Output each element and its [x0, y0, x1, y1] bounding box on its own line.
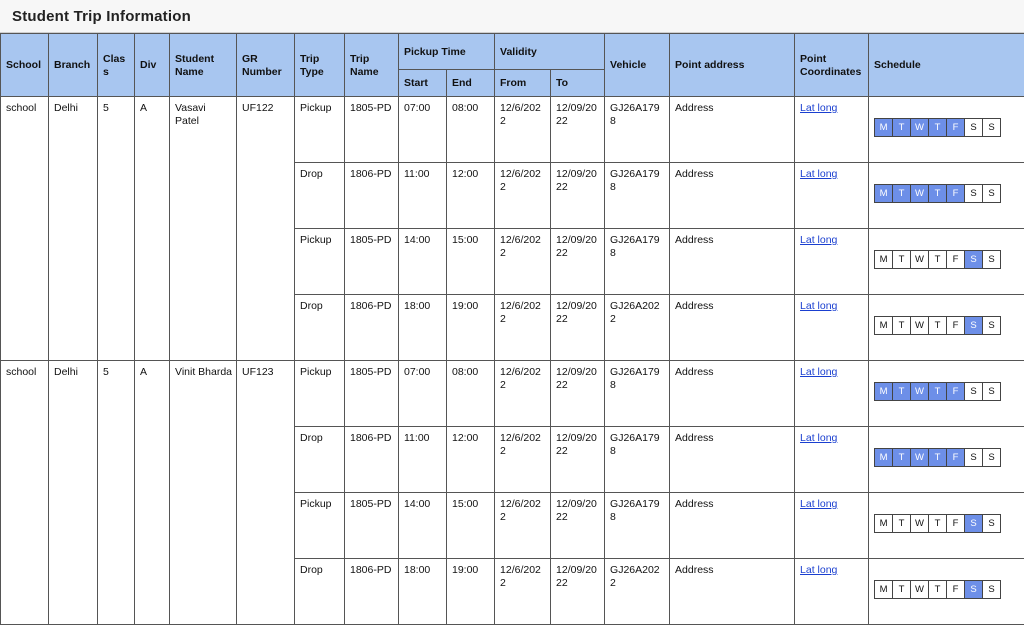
cell-pickup-end: 08:00 [447, 97, 495, 163]
cell-point-coordinates [795, 559, 869, 625]
schedule-day-picker[interactable] [874, 580, 1020, 599]
schedule-day-toggle[interactable]: F [946, 382, 965, 401]
cell-pickup-end: 12:00 [447, 427, 495, 493]
cell-trip-name: 1806-PD [345, 163, 399, 229]
cell-point-address: Address [670, 493, 795, 559]
cell-trip-name: 1805-PD [345, 97, 399, 163]
column-header-class: Class [98, 34, 135, 97]
cell-branch: Delhi [49, 97, 98, 361]
cell-point-coordinates [795, 295, 869, 361]
column-header-trip-type: Trip Type [295, 34, 345, 97]
schedule-day-toggle[interactable]: T [892, 184, 911, 203]
table-row [1, 361, 1024, 427]
schedule-day-toggle[interactable]: S [964, 448, 983, 467]
cell-schedule [869, 229, 1024, 295]
schedule-day-picker[interactable] [874, 448, 1020, 467]
cell-vehicle: GJ26A1798 [605, 361, 670, 427]
cell-div: A [135, 361, 170, 625]
cell-trip-type: Pickup [295, 97, 345, 163]
schedule-day-picker[interactable] [874, 316, 1020, 335]
page-title: Student Trip Information [12, 7, 191, 25]
schedule-day-toggle[interactable]: T [892, 580, 911, 599]
schedule-day-toggle[interactable]: S [964, 316, 983, 335]
schedule-day-toggle[interactable]: M [874, 382, 893, 401]
cell-student-name: Vinit Bharda [170, 361, 237, 625]
cell-point-coordinates [795, 427, 869, 493]
schedule-day-toggle[interactable]: T [928, 316, 947, 335]
schedule-day-toggle[interactable]: T [928, 514, 947, 533]
schedule-day-toggle[interactable]: W [910, 514, 929, 533]
column-header-vehicle: Vehicle [605, 34, 670, 97]
schedule-day-toggle[interactable]: T [928, 382, 947, 401]
cell-pickup-start: 11:00 [399, 427, 447, 493]
cell-trip-name: 1806-PD [345, 427, 399, 493]
cell-school: school [1, 97, 49, 361]
schedule-day-toggle[interactable]: M [874, 118, 893, 137]
cell-schedule [869, 559, 1024, 625]
cell-pickup-end: 12:00 [447, 163, 495, 229]
cell-point-coordinates [795, 97, 869, 163]
schedule-day-toggle[interactable]: M [874, 250, 893, 269]
cell-gr-number: UF122 [237, 97, 295, 361]
cell-point-coordinates [795, 361, 869, 427]
cell-validity-to: 12/09/2022 [551, 493, 605, 559]
column-header-point-coordinates: Point Coordinates [795, 34, 869, 97]
schedule-day-toggle[interactable]: T [928, 118, 947, 137]
lat-long-link[interactable]: Lat long [800, 564, 838, 576]
schedule-day-toggle[interactable]: T [928, 448, 947, 467]
column-header-schedule: Schedule [869, 34, 1024, 97]
column-header-trip-name: Trip Name [345, 34, 399, 97]
schedule-day-toggle[interactable]: T [892, 250, 911, 269]
schedule-day-toggle[interactable]: S [982, 448, 1001, 467]
cell-trip-type: Pickup [295, 493, 345, 559]
schedule-day-toggle[interactable]: T [892, 448, 911, 467]
schedule-day-toggle[interactable]: S [982, 118, 1001, 137]
schedule-day-toggle[interactable]: S [964, 382, 983, 401]
cell-trip-name: 1805-PD [345, 229, 399, 295]
cell-point-coordinates [795, 163, 869, 229]
column-header-student-name: Student Name [170, 34, 237, 97]
cell-point-address: Address [670, 229, 795, 295]
schedule-day-toggle[interactable]: S [982, 250, 1001, 269]
cell-pickup-end: 15:00 [447, 493, 495, 559]
schedule-day-toggle[interactable]: T [892, 316, 911, 335]
column-header-branch: Branch [49, 34, 98, 97]
schedule-day-toggle[interactable]: M [874, 316, 893, 335]
column-header-pickup-time: Pickup Time [399, 34, 495, 70]
lat-long-link[interactable]: Lat long [800, 102, 838, 114]
cell-trip-type: Drop [295, 295, 345, 361]
cell-schedule [869, 163, 1024, 229]
lat-long-link[interactable]: Lat long [800, 168, 838, 180]
cell-trip-name: 1805-PD [345, 361, 399, 427]
cell-gr-number: UF123 [237, 361, 295, 625]
schedule-day-toggle[interactable]: W [910, 316, 929, 335]
schedule-day-toggle[interactable]: S [964, 118, 983, 137]
cell-class: 5 [98, 97, 135, 361]
cell-vehicle: GJ26A2022 [605, 295, 670, 361]
schedule-day-toggle[interactable]: F [946, 514, 965, 533]
column-subheader-end: End [447, 70, 495, 97]
schedule-day-toggle[interactable]: W [910, 184, 929, 203]
cell-vehicle: GJ26A1798 [605, 229, 670, 295]
cell-vehicle: GJ26A1798 [605, 427, 670, 493]
lat-long-link[interactable]: Lat long [800, 498, 838, 510]
cell-vehicle: GJ26A1798 [605, 163, 670, 229]
cell-pickup-start: 07:00 [399, 361, 447, 427]
cell-validity-from: 12/6/2022 [495, 229, 551, 295]
column-header-gr-number: GR Number [237, 34, 295, 97]
cell-div: A [135, 97, 170, 361]
cell-validity-to: 12/09/2022 [551, 427, 605, 493]
schedule-day-toggle[interactable]: S [964, 250, 983, 269]
schedule-day-toggle[interactable]: F [946, 316, 965, 335]
cell-pickup-start: 18:00 [399, 295, 447, 361]
cell-point-coordinates [795, 229, 869, 295]
cell-validity-from: 12/6/2022 [495, 295, 551, 361]
lat-long-link[interactable]: Lat long [800, 300, 838, 312]
schedule-day-toggle[interactable]: F [946, 118, 965, 137]
cell-vehicle: GJ26A2022 [605, 559, 670, 625]
schedule-day-toggle[interactable]: F [946, 580, 965, 599]
lat-long-link[interactable]: Lat long [800, 366, 838, 378]
cell-point-address: Address [670, 163, 795, 229]
schedule-day-toggle[interactable]: S [982, 580, 1001, 599]
cell-schedule [869, 295, 1024, 361]
cell-vehicle: GJ26A1798 [605, 97, 670, 163]
cell-schedule [869, 361, 1024, 427]
schedule-day-toggle[interactable]: S [982, 382, 1001, 401]
table-body [1, 97, 1024, 625]
schedule-day-toggle[interactable]: T [928, 580, 947, 599]
cell-trip-name: 1806-PD [345, 559, 399, 625]
schedule-day-toggle[interactable]: M [874, 184, 893, 203]
cell-point-address: Address [670, 361, 795, 427]
schedule-day-toggle[interactable]: S [982, 184, 1001, 203]
cell-trip-type: Drop [295, 559, 345, 625]
column-subheader-from: From [495, 70, 551, 97]
schedule-day-toggle[interactable]: T [892, 514, 911, 533]
schedule-day-toggle[interactable]: W [910, 448, 929, 467]
cell-pickup-end: 15:00 [447, 229, 495, 295]
schedule-day-toggle[interactable]: T [928, 184, 947, 203]
cell-school: school [1, 361, 49, 625]
cell-point-address: Address [670, 559, 795, 625]
cell-schedule [869, 493, 1024, 559]
table-row [1, 97, 1024, 163]
schedule-day-toggle[interactable]: W [910, 250, 929, 269]
cell-pickup-end: 08:00 [447, 361, 495, 427]
cell-trip-type: Drop [295, 163, 345, 229]
cell-validity-to: 12/09/2022 [551, 361, 605, 427]
cell-validity-to: 12/09/2022 [551, 97, 605, 163]
cell-validity-from: 12/6/2022 [495, 361, 551, 427]
cell-pickup-start: 14:00 [399, 229, 447, 295]
schedule-day-toggle[interactable]: W [910, 118, 929, 137]
schedule-day-toggle[interactable]: T [928, 250, 947, 269]
cell-point-address: Address [670, 427, 795, 493]
cell-validity-to: 12/09/2022 [551, 163, 605, 229]
schedule-day-toggle[interactable]: S [982, 514, 1001, 533]
cell-pickup-start: 07:00 [399, 97, 447, 163]
cell-branch: Delhi [49, 361, 98, 625]
cell-pickup-start: 11:00 [399, 163, 447, 229]
cell-validity-to: 12/09/2022 [551, 295, 605, 361]
schedule-day-toggle[interactable]: M [874, 514, 893, 533]
cell-point-address: Address [670, 97, 795, 163]
schedule-day-picker[interactable] [874, 514, 1020, 533]
schedule-day-picker[interactable] [874, 382, 1020, 401]
cell-point-coordinates [795, 493, 869, 559]
cell-vehicle: GJ26A1798 [605, 493, 670, 559]
cell-validity-from: 12/6/2022 [495, 163, 551, 229]
schedule-day-toggle[interactable]: F [946, 250, 965, 269]
column-subheader-start: Start [399, 70, 447, 97]
column-header-point-address: Point address [670, 34, 795, 97]
cell-schedule [869, 97, 1024, 163]
cell-trip-type: Drop [295, 427, 345, 493]
cell-validity-from: 12/6/2022 [495, 97, 551, 163]
cell-validity-from: 12/6/2022 [495, 559, 551, 625]
column-header-validity: Validity [495, 34, 605, 70]
cell-trip-name: 1805-PD [345, 493, 399, 559]
schedule-day-toggle[interactable]: S [964, 580, 983, 599]
lat-long-link[interactable]: Lat long [800, 432, 838, 444]
cell-trip-type: Pickup [295, 361, 345, 427]
cell-validity-to: 12/09/2022 [551, 559, 605, 625]
schedule-day-toggle[interactable]: T [892, 118, 911, 137]
table-head [1, 34, 1024, 97]
schedule-day-picker[interactable] [874, 118, 1020, 137]
cell-validity-from: 12/6/2022 [495, 427, 551, 493]
window-title-bar [0, 0, 1024, 33]
cell-trip-name: 1806-PD [345, 295, 399, 361]
schedule-day-toggle[interactable]: M [874, 448, 893, 467]
schedule-day-toggle[interactable]: W [910, 580, 929, 599]
cell-point-address: Address [670, 295, 795, 361]
schedule-day-toggle[interactable]: M [874, 580, 893, 599]
schedule-day-toggle[interactable]: S [964, 184, 983, 203]
cell-student-name: Vasavi Patel [170, 97, 237, 361]
cell-pickup-start: 18:00 [399, 559, 447, 625]
column-header-div: Div [135, 34, 170, 97]
cell-trip-type: Pickup [295, 229, 345, 295]
schedule-day-picker[interactable] [874, 250, 1020, 269]
student-trip-table [0, 33, 1024, 625]
schedule-day-toggle[interactable]: T [892, 382, 911, 401]
header-row-primary [1, 34, 1024, 70]
schedule-day-toggle[interactable]: W [910, 382, 929, 401]
cell-pickup-end: 19:00 [447, 295, 495, 361]
schedule-day-toggle[interactable]: S [964, 514, 983, 533]
schedule-day-toggle[interactable]: S [982, 316, 1001, 335]
cell-pickup-start: 14:00 [399, 493, 447, 559]
cell-schedule [869, 427, 1024, 493]
cell-pickup-end: 19:00 [447, 559, 495, 625]
lat-long-link[interactable]: Lat long [800, 234, 838, 246]
cell-validity-to: 12/09/2022 [551, 229, 605, 295]
column-header-school: School [1, 34, 49, 97]
schedule-day-toggle[interactable]: F [946, 448, 965, 467]
schedule-day-toggle[interactable]: F [946, 184, 965, 203]
schedule-day-picker[interactable] [874, 184, 1020, 203]
cell-validity-from: 12/6/2022 [495, 493, 551, 559]
cell-class: 5 [98, 361, 135, 625]
column-subheader-to: To [551, 70, 605, 97]
